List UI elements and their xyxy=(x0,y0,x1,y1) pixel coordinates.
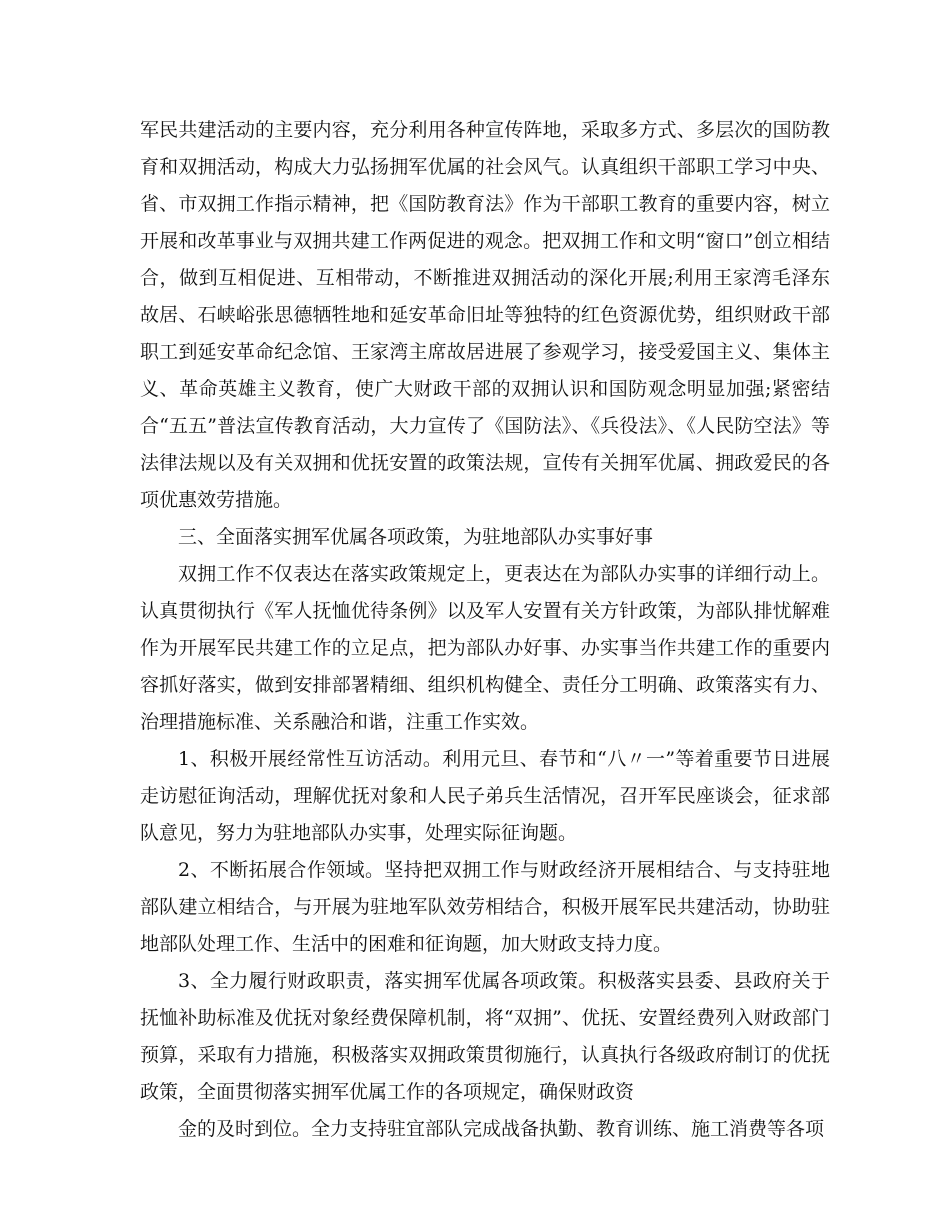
section-heading: 三、全面落实拥军优属各项政策，为驻地部队办实事好事 xyxy=(178,526,654,548)
list-item: 2、不断拓展合作领域。坚持把双拥工作与财政经济开展相结合、与支持驻地部队建立相结合，与开展为驻地军队效劳相结合，积极开展军民共建活动，协助驻地部队处理工作、生活中的困难和征询题，加大财政支持力度。 xyxy=(140,859,830,955)
paragraph-continuation: 军民共建活动的主要内容，充分利用各种宣传阵地，采取多方式、多层次的国防教育和双拥活动，构成大力弘扬拥军优属的社会风气。认真组织干部职工学习中央、省、市双拥工作指示精神，把《国防教育法》作为干部职工教育的重要内容，树立开展和改革事业与双拥共建工作两促进的观念。把双拥工作和文明“窗口”创立相结合，做到互相促进、互相带动，不断推进双拥活动的深化开展;利用王家湾毛泽东故居、石峡峪张思德牺牲地和延安革命旧址等独特的红色资源优势，组织财政干部职工到延安革命纪念馆、王家湾主席故居进展了参观学习，接受爱国主义、集体主义、革命英雄主义教育，使广大财政干部的双拥认识和国防观念明显加强;紧密结合“五五”普法宣传教育活动，大力宣传了《国防法》、《兵役法》、《人民防空法》等法律法规以及有关双拥和优抚安置的政策法规，宣传有关拥军优属、拥政爱民的各项优惠效劳措施。 xyxy=(140,119,830,511)
document-body xyxy=(140,112,830,1148)
list-item: 3、全力履行财政职责，落实拥军优属各项政策。积极落实县委、县政府关于抚恤补助标准及优抚对象经费保障机制，将“双拥”、优抚、安置经费列入财政部门预算，采取有力措施，积极落实双拥政策贯彻施行，认真执行各级政府制订的优抚政策，全面贯彻落实拥军优属工作的各项规定，确保财政资 xyxy=(140,970,830,1103)
paragraph-fragment: 金的及时到位。全力支持驻宜部队完成战备执勤、教育训练、施工消费等各项 xyxy=(178,1118,825,1140)
list-item: 1、积极开展经常性互访活动。利用元旦、春节和“八〃一”等着重要节日进展走访慰征询活动，理解优抚对象和人民子弟兵生活情况，召开军民座谈会，征求部队意见，努力为驻地部队办实事，处理实际征询题。 xyxy=(140,748,830,844)
paragraph: 双拥工作不仅表达在落实政策规定上，更表达在为部队办实事的详细行动上。认真贯彻执行《军人抚恤优待条例》以及军人安置有关方针政策，为部队排忧解难作为开展军民共建工作的立足点，把为部队办好事、办实事当作共建工作的重要内容抓好落实，做到安排部署精细、组织机构健全、责任分工明确、政策落实有力、治理措施标准、关系融洽和谐，注重工作实效。 xyxy=(140,563,830,733)
